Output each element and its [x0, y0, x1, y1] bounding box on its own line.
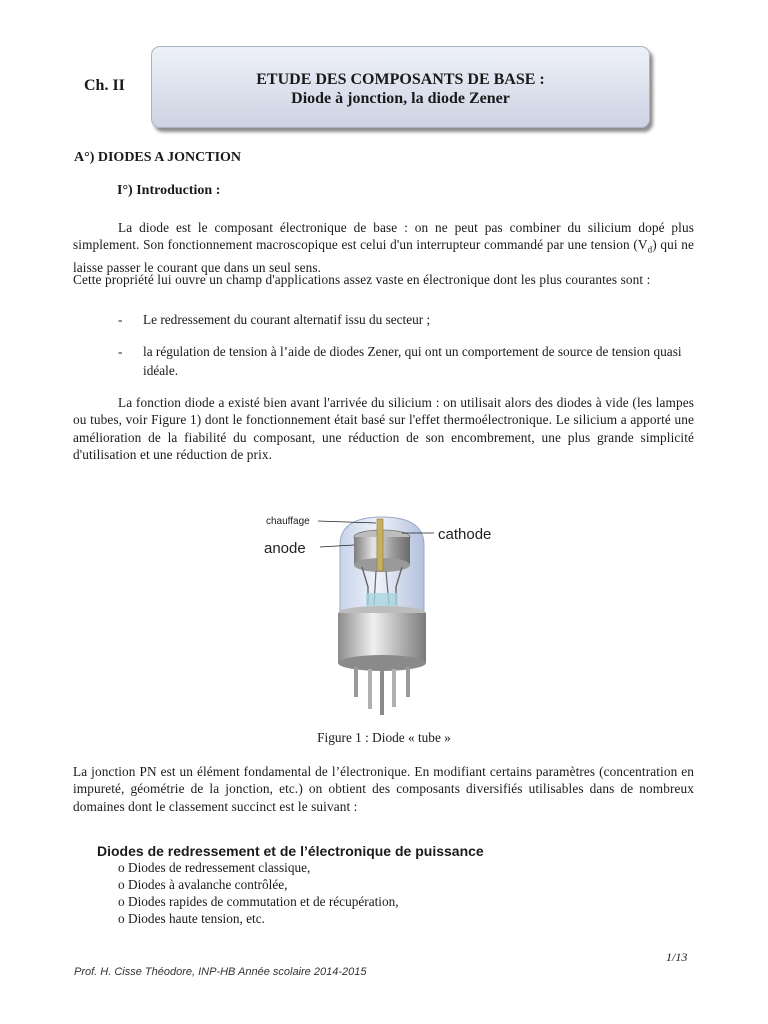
paragraph-pn-junction: La jonction PN est un élément fondamental de l’électronique. En modifiant certains paramètres (concentration en impureté, géométrie de la jonction, etc.) on obtient des composants diversifiés utilisables dans de nombreux domaines dont le classement succinct est le suivant :	[73, 764, 694, 814]
vacuum-tube-illustration	[262, 505, 522, 720]
section-heading: A°) DIODES A JONCTION	[74, 150, 242, 165]
bullet-item: - Le redressement du courant alternatif issu du secteur ;	[118, 312, 431, 327]
page-number: 1/13	[666, 950, 688, 964]
label-heating: chauffage	[266, 516, 310, 527]
label-anode: anode	[264, 540, 306, 557]
category-item: o Diodes de redressement classique,	[118, 860, 311, 875]
figure-caption: Figure 1 : Diode « tube »	[317, 730, 451, 745]
paragraph-applications: Cette propriété lui ouvre un champ d'applications assez vaste en électronique dont les plus courantes sont :	[73, 272, 651, 287]
paragraph-intro: La diode est le composant électronique de base : on ne peut pas combiner du silicium dopé plus simplement. Son fonctionnement macroscopique est celui d'un interrupteur commandé par une tension $(V_d)$ qui ne laisse passer le courant que dans un seul sens.	[73, 220, 694, 276]
paragraph-history: La fonction diode a existé bien avant l'arrivée du silicium : on utilisait alors des diodes à vide (les lampes ou tubes, voir Figure 1) dont le fonctionnement était basé sur l'effet thermoélectronique. Le silicium a apporté une amélioration de la fiabilité du composant, une réduction de son encombrement, une plus grande simplicité d'utilisation et une réduction de prix.	[73, 395, 694, 463]
category-item: o Diodes haute tension, etc.	[118, 911, 265, 926]
subsection-heading: I°) Introduction :	[117, 183, 221, 198]
title-line-2: Diode à jonction, la diode Zener	[291, 90, 510, 107]
category-item: o Diodes à avalanche contrôlée,	[118, 877, 288, 892]
title-box	[151, 46, 650, 128]
chapter-label: Ch. II	[84, 77, 125, 94]
category-item: o Diodes rapides de commutation et de récupération,	[118, 894, 399, 909]
bullet-item: - la régulation de tension à l’aide de diodes Zener, qui ont un comportement de source de tension quasi idéale.	[118, 344, 682, 378]
title-line-1: ETUDE DES COMPOSANTS DE BASE :	[256, 71, 545, 88]
page-footer: Prof. H. Cisse Théodore, INP-HB Année scolaire 2014-2015	[74, 966, 367, 978]
label-cathode: cathode	[438, 526, 492, 543]
category-title: Diodes de redressement et de l’électronique de puissance	[97, 843, 484, 859]
